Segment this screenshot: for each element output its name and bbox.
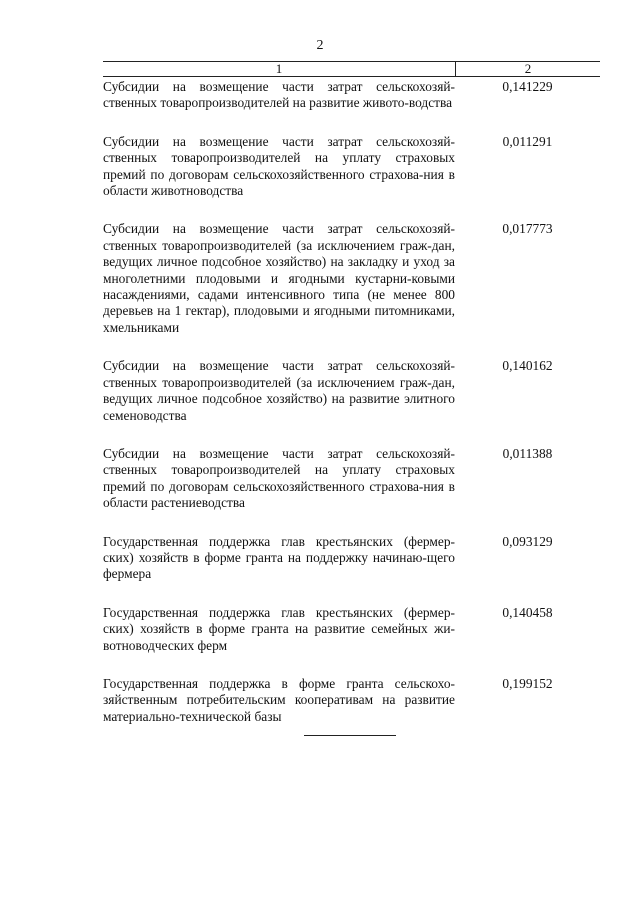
- row-value: 0,141229: [502, 79, 553, 94]
- table-row: [103, 676, 600, 725]
- table-row: [103, 79, 600, 112]
- data-table: [103, 61, 600, 725]
- row-value: 0,140162: [502, 358, 553, 374]
- row-description: Государственная поддержка глав крестьянских (фермер-ских) хозяйств в форме гранта на поддержку начинаю-щего фермера: [103, 533, 455, 582]
- table-header: [103, 61, 600, 77]
- row-value: 0,011388: [502, 445, 553, 461]
- row-value: 0,011291: [502, 133, 553, 149]
- table-row: [103, 534, 600, 583]
- row-value: 0,093129: [502, 533, 553, 549]
- table-row: [103, 221, 600, 336]
- row-description: Субсидии на возмещение части затрат сельскохозяй-ственных товаропроизводителей (за исключением граж-дан, ведущих личное подсобное хозяйство) на развитие элитного семеноводства: [103, 358, 455, 423]
- row-description: Субсидии на возмещение части затрат сельскохозяй-ственных товаропроизводителей на уплату страховых премий по договорам сельскохозяйственного страхова-ния в области животноводства: [103, 133, 455, 199]
- row-value: 0,199152: [502, 675, 553, 691]
- row-value: 0,017773: [502, 221, 553, 237]
- row-description: Государственная поддержка в форме гранта сельскохо-зяйственным потребительским кооперативам на развитие материально-технической базы: [103, 675, 455, 724]
- row-value: 0,140458: [502, 604, 553, 620]
- table-row: [103, 605, 600, 654]
- row-description: Субсидии на возмещение части затрат сельскохозяй-ственных товаропроизводителей на развитие живото-водства: [103, 79, 455, 111]
- table-row: [103, 358, 600, 424]
- table-row: [103, 134, 600, 200]
- row-description: Субсидии на возмещение части затрат сельскохозяй-ственных товаропроизводителей на уплату страховых премий по договорам сельскохозяйственного страхова-ния в области растениеводства: [103, 445, 455, 511]
- page-number: 2: [316, 38, 324, 53]
- row-description: Государственная поддержка глав крестьянских (фермер-ских) хозяйств в форме гранта на развитие семейных жи-вотноводческих ферм: [103, 604, 455, 653]
- column-header-1: 1: [103, 62, 456, 76]
- footer-divider: [304, 735, 396, 736]
- table-row: [103, 446, 600, 512]
- column-header-2: 2: [524, 61, 532, 76]
- row-description: Субсидии на возмещение части затрат сельскохозяй-ственных товаропроизводителей (за исключением граж-дан, ведущих личное подсобное хозяйство) на закладку и уход за многолетними плодовыми и ягодными кустарни-ковыми насаждениями, садами интенсивного типа (не менее 800 деревьев на 1 гектар), плодовыми и ягодными питомниками, хмельниками: [103, 221, 455, 335]
